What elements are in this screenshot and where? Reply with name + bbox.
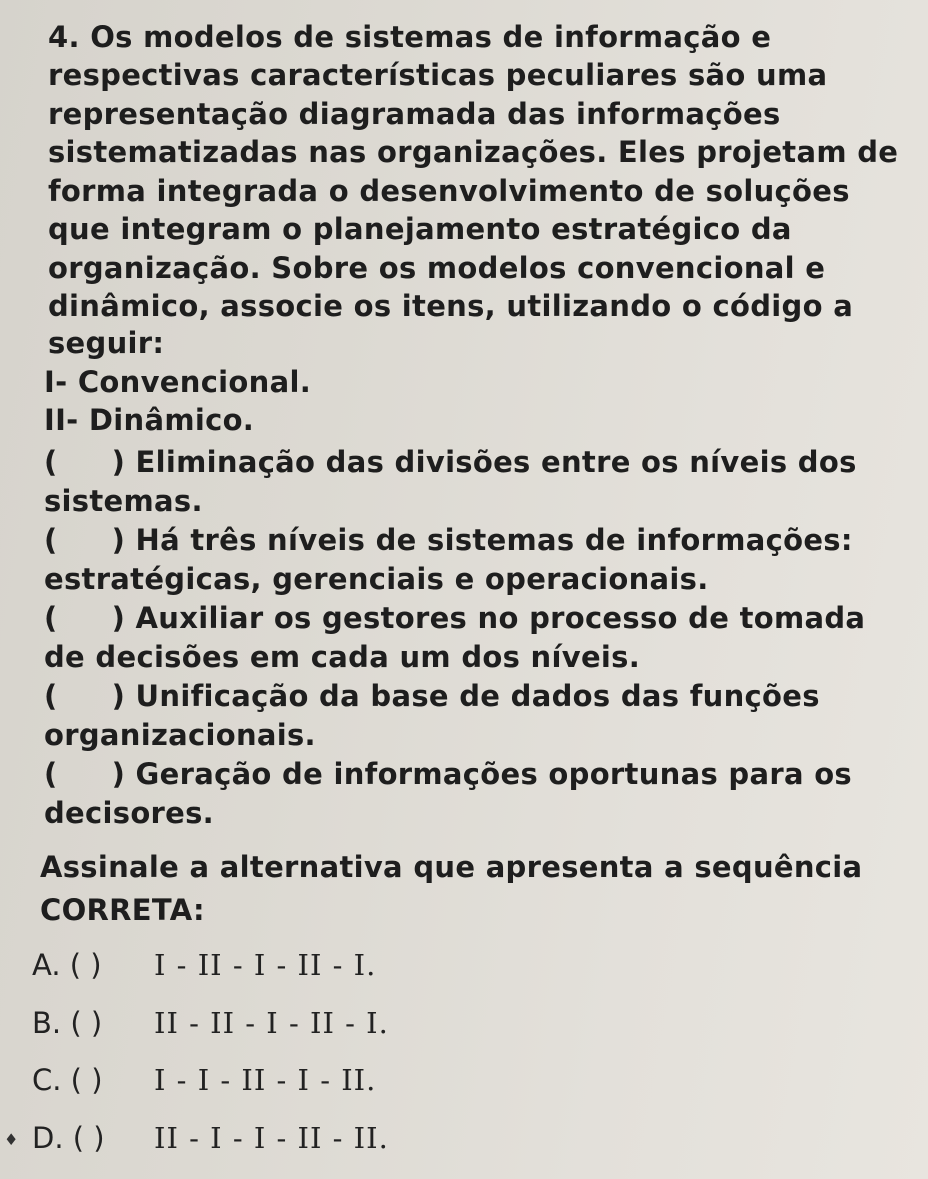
option-a-label: A. ( ) xyxy=(32,948,102,982)
item-3-close-paren: ) xyxy=(111,601,126,635)
item-3-text: Auxiliar os gestores no processo de tomada xyxy=(135,601,866,635)
item-2-text: Há três níveis de sistemas de informações: xyxy=(135,523,853,557)
question-line-2: respectivas características peculiares são uma xyxy=(48,58,828,92)
option-b[interactable] xyxy=(32,1006,389,1040)
question-line-5: forma integrada o desenvolvimento de soluções xyxy=(48,174,850,208)
item-4-text: Unificação da base de dados das funções xyxy=(135,679,820,713)
item-5-text: Geração de informações oportunas para os xyxy=(135,757,852,791)
instruction-line-1: Assinale a alternativa que apresenta a sequência xyxy=(40,850,863,884)
item-2 xyxy=(44,523,853,557)
item-3 xyxy=(44,601,865,635)
item-2-line-2: estratégicas, gerenciais e operacionais. xyxy=(44,562,709,596)
item-5-close-paren: ) xyxy=(111,757,126,791)
option-c-label: C. ( ) xyxy=(32,1063,103,1097)
question-line-6: que integram o planejamento estratégico da xyxy=(48,212,792,246)
option-d[interactable] xyxy=(32,1121,389,1155)
option-a[interactable] xyxy=(32,948,376,982)
item-1-line-2: sistemas. xyxy=(44,484,203,518)
question-line-4: sistematizadas nas organizações. Eles projetam de xyxy=(48,135,899,169)
option-b-label: B. ( ) xyxy=(32,1006,103,1040)
item-2-open-paren: ( xyxy=(44,523,58,557)
question-line-8: dinâmico, associe os itens, utilizando o código a xyxy=(48,289,854,323)
pen-mark-icon: ♦ xyxy=(4,1130,19,1149)
question-line-1: 4. Os modelos de sistemas de informação e xyxy=(48,20,772,54)
question-line-3: representação diagramada das informações xyxy=(48,97,781,131)
item-4 xyxy=(44,679,820,713)
item-1-close-paren: ) xyxy=(111,445,126,479)
question-line-9: seguir: xyxy=(48,326,165,360)
item-3-open-paren: ( xyxy=(44,601,58,635)
item-1 xyxy=(44,445,857,479)
question-line-7: organização. Sobre os modelos convencional e xyxy=(48,251,826,285)
option-b-sequence: II - II - I - II - I. xyxy=(154,1006,389,1040)
option-a-sequence: I - II - I - II - I. xyxy=(154,948,377,982)
item-4-open-paren: ( xyxy=(44,679,58,713)
item-5-open-paren: ( xyxy=(44,757,58,791)
option-d-label: D. ( ) xyxy=(32,1121,105,1155)
item-5-line-2: decisores. xyxy=(44,796,214,830)
item-1-text: Eliminação das divisões entre os níveis dos xyxy=(135,445,857,479)
option-d-sequence: II - I - I - II - II. xyxy=(154,1121,389,1155)
item-4-line-2: organizacionais. xyxy=(44,718,316,752)
item-5 xyxy=(44,757,852,791)
item-2-close-paren: ) xyxy=(111,523,126,557)
item-4-close-paren: ) xyxy=(111,679,126,713)
item-1-open-paren: ( xyxy=(44,445,58,479)
option-c-sequence: I - I - II - I - II. xyxy=(154,1063,377,1097)
code-dinamico: II- Dinâmico. xyxy=(44,403,255,437)
item-3-line-2: de decisões em cada um dos níveis. xyxy=(44,640,641,674)
code-convencional: I- Convencional. xyxy=(44,365,312,399)
instruction-line-2: CORRETA: xyxy=(40,893,205,927)
option-c[interactable] xyxy=(32,1063,376,1097)
